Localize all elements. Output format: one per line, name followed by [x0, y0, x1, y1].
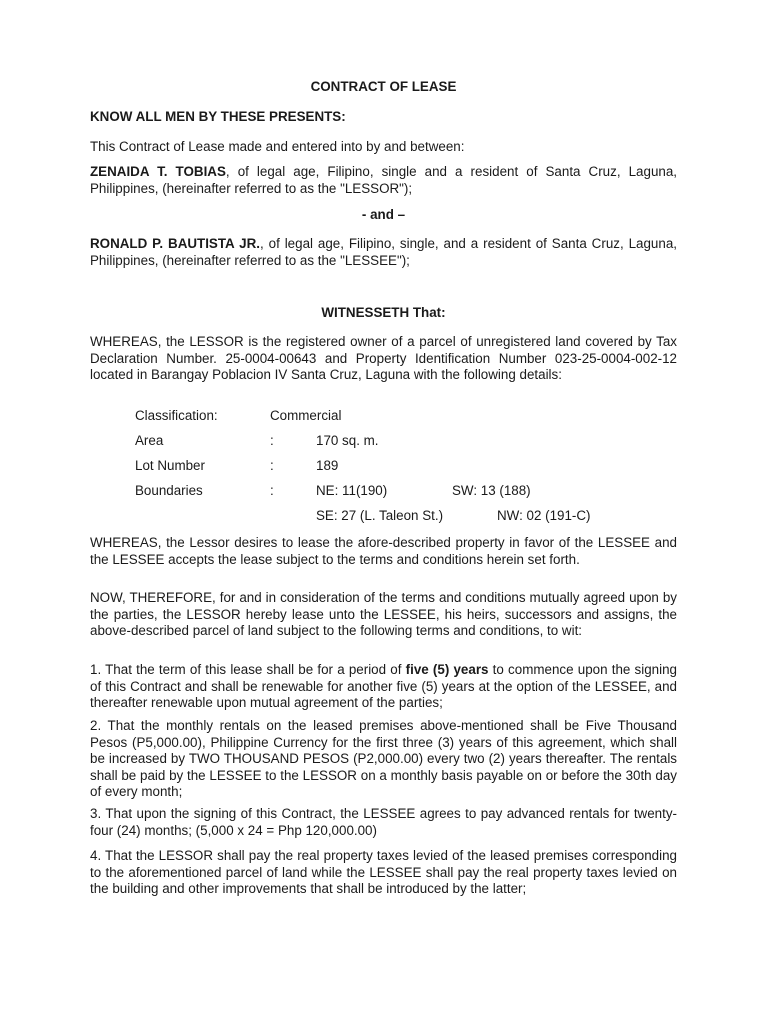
- boundary-nw: NW: 02 (191-C): [497, 508, 591, 523]
- lessee-name: RONALD P. BAUTISTA JR.: [90, 236, 260, 251]
- term-3-paragraph: 3. That upon the signing of this Contract, the LESSEE agrees to pay advanced rentals for twenty-four (24) months; (5,000 x 24 = Php 120,000.00): [90, 806, 677, 838]
- document-title: CONTRACT OF LEASE: [310, 79, 457, 94]
- lessee-description: , of legal age, Filipino, single, and a resident of Santa Cruz, Laguna, Philippines, (hereinafter referred to as the "LESSEE");: [90, 236, 677, 268]
- area-label: Area: [135, 433, 164, 448]
- whereas-paragraph-2: WHEREAS, the Lessor desires to lease the afore-described property in favor of the LESSEE and the LESSEE accepts the lease subject to the terms and conditions herein set forth.: [90, 535, 677, 567]
- lot-label: Lot Number: [135, 458, 205, 473]
- detail-row-boundaries-2: [135, 508, 675, 533]
- term-1-text-b: to commence upon the signing of this Contract and shall be renewable for another five (5) years at the option of the LESSEE, and thereafter renewable upon mutual agreement of the parties;: [90, 662, 677, 711]
- intro-text: This Contract of Lease made and entered into by and between:: [90, 139, 465, 154]
- term-2-paragraph: 2. That the monthly rentals on the leased premises above-mentioned shall be Five Thousand Pesos (P5,000.00), Philippine Currency for the first three (3) years of this agreement, which shall be increased by TWO THOUSAND PESOS (P2,000.00) every two (2) years thereafter. The rentals shall be paid by the LESSEE to the LESSOR on a monthly basis payable on or before the 30th day of every month;: [90, 718, 677, 800]
- lessor-description: , of legal age, Filipino, single and a resident of Santa Cruz, Laguna, Philippines, (hereinafter referred to as the "LESSOR");: [90, 164, 678, 196]
- term-1-text-a: 1. That the term of this lease shall be for a period of: [90, 662, 406, 677]
- term-1-period: five (5) years: [405, 662, 489, 677]
- boundaries-colon: :: [270, 483, 274, 498]
- boundary-se: SE: 27 (L. Taleon St.): [316, 508, 444, 523]
- and-separator: - and –: [361, 207, 406, 222]
- lot-value: 189: [316, 458, 339, 473]
- detail-row-classification: [135, 408, 675, 433]
- whereas-paragraph-1: WHEREAS, the LESSOR is the registered owner of a parcel of unregistered land covered by Tax Declaration Number. 25-0004-00643 and Property Identification Number 023-25-0004-002-12 located in Barangay Poblacion IV Santa Cruz, Laguna with the following details:: [90, 334, 677, 383]
- detail-row-lot: [135, 458, 675, 483]
- detail-row-area: [135, 433, 675, 458]
- classification-value: Commercial: [270, 408, 342, 423]
- boundary-ne: NE: 11(190): [316, 483, 388, 498]
- area-colon: :: [270, 433, 274, 448]
- boundary-sw: SW: 13 (188): [452, 483, 531, 498]
- term-4-paragraph: 4. That the LESSOR shall pay the real property taxes levied of the leased premises corresponding to the aforementioned parcel of land while the LESSEE shall pay the real property taxes levied on the building and other improvements that shall be introduced by the latter;: [90, 848, 677, 897]
- lessor-name: ZENAIDA T. TOBIAS: [90, 164, 226, 179]
- lessor-paragraph: [90, 164, 677, 197]
- classification-label: Classification:: [135, 408, 218, 423]
- witnesseth-heading: WITNESSETH That:: [321, 305, 446, 320]
- document-heading: KNOW ALL MEN BY THESE PRESENTS:: [90, 109, 346, 124]
- area-value: 170 sq. m.: [316, 433, 379, 448]
- boundaries-label: Boundaries: [135, 483, 203, 498]
- now-therefore-paragraph: NOW, THEREFORE, for and in consideration of the terms and conditions mutually agreed upon by the parties, the LESSOR hereby lease unto the LESSEE, his heirs, successors and assigns, the above-described parcel of land subject to the following terms and conditions, to wit:: [90, 590, 677, 639]
- lessee-paragraph: [90, 236, 677, 269]
- term-1-paragraph: [90, 662, 677, 712]
- detail-row-boundaries: [135, 483, 675, 508]
- lot-colon: :: [270, 458, 274, 473]
- property-details: [135, 408, 675, 533]
